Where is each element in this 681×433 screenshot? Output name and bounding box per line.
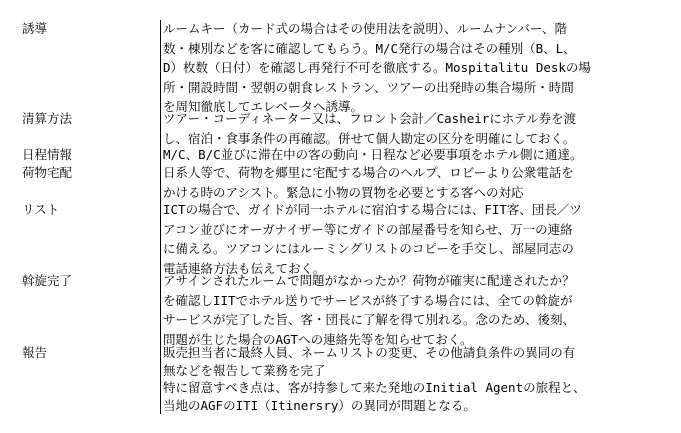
- row-text-line: 販売担当者に最終人員、ネームリストの変更、その他請負条件の異同の有: [163, 345, 576, 360]
- row-text-line: 所・開設時間・翌朝の朝食レストラン、ツアーの出発時の集合場所・時間: [163, 79, 574, 95]
- row-text-line: に備える。ツアコンにはルーミングリストのコピーを手交し、部屋同志の: [163, 241, 574, 256]
- row-text-line: 問題が生じた場合のAGTへの連絡先等を知らせておく。: [163, 331, 473, 347]
- row-text-line: を周知徹底してエレベータへ誘導。: [163, 99, 364, 114]
- column-divider: [160, 20, 161, 414]
- row-text-line: かける時のアシスト。緊急に小物の買物を必要とする客への対応: [163, 184, 524, 200]
- row-text-line: ツアー・コーディネーター又は、フロント会計／Casheirにホテル券を渡: [163, 111, 577, 126]
- row-text-line: M/C、B/C並びに滞在中の客の動向・日程など必要事項をホテル側に通達。: [163, 147, 583, 162]
- row-label: リスト: [22, 202, 60, 217]
- row-text-line: D）枚数（日付）を確認し再発行不可を徹底する。Mospitalitu Deskの場: [163, 60, 591, 75]
- row-label: 報告: [22, 345, 48, 360]
- row-text-line: 日系人等で、荷物を郷里に宅配する場合のヘルプ、ロビーより公衆電話を: [163, 165, 574, 180]
- row-label: 荷物宅配: [22, 165, 73, 180]
- row-label: 清算方法: [22, 111, 73, 126]
- row-label: 日程情報: [22, 147, 73, 162]
- row-text-line: 無などを報告して業務を完了: [163, 362, 326, 378]
- row-text-line: を確認しIITでホテル送りでサービスが終了する場合には、全ての斡旋が: [163, 292, 573, 308]
- row-text-line: アサインされたルームで問題がなかったか？荷物が確実に配達されたか？: [163, 273, 575, 288]
- row-text-line: 数・棟別などを客に確認してもらう。M/C発行の場合はその種別（B、L、: [163, 40, 576, 56]
- row-label: 誘導: [22, 21, 48, 36]
- row-text-line: アコン並びにオーガナイザー等にガイドの部屋番号を知らせ、万一の連絡: [163, 221, 573, 237]
- row-text-line: ICTの場合で、ガイドが同一ホテルに宿泊する場合には、FIT客、団長／ツ: [163, 202, 582, 217]
- row-text-line: 当地のAGFのITI（Itinersry）の異同が問題となる。: [163, 397, 476, 413]
- row-text-line: ルームキー（カード式の場合はその使用法を説明）、ルームナンバー、階: [163, 21, 568, 36]
- row-label: 斡旋完了: [22, 273, 73, 288]
- row-text-line: 電話連絡方法も伝えておく。: [163, 260, 326, 276]
- row-text-line: し、宿泊・食事条件の再確認。併せて個人勘定の区分を明確にしておく。: [163, 130, 576, 146]
- row-text-line: 特に留意すべき点は、客が持参して来た発地のInitial Agentの旅程と、: [163, 380, 586, 395]
- row-text-line: サービスが完了した旨、客・団長に了解を得て別れる。念のため、後刻、: [163, 312, 576, 327]
